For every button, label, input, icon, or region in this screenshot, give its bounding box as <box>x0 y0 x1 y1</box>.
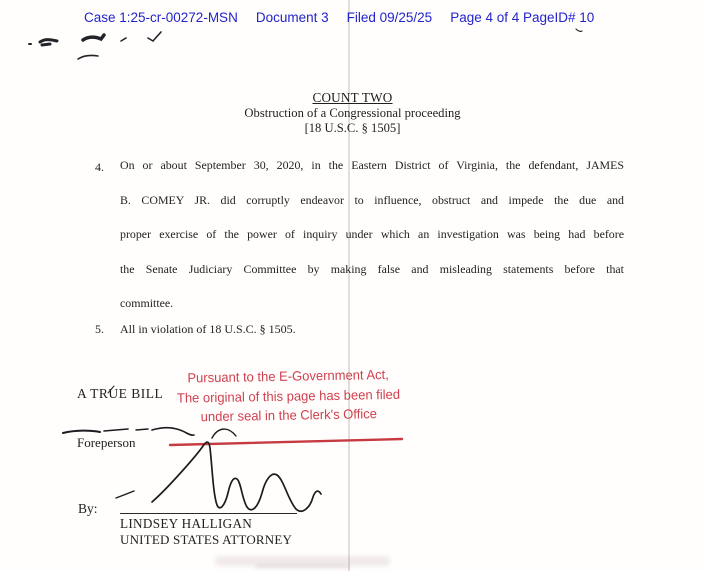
case-number: Case 1:25-cr-00272-MSN <box>84 10 238 25</box>
foreperson-label: Foreperson <box>77 435 136 450</box>
paragraph-4-line: the Senate Judiciary Committee by making false and misleading statements before that <box>120 261 624 276</box>
signature-line <box>120 513 297 514</box>
by-label: By: <box>78 501 98 516</box>
paragraph-4-line: proper exercise of the power of inquiry under which an investigation was being had before <box>120 227 624 241</box>
stamp-line: Pursuant to the E-Government Act, <box>187 366 389 386</box>
paragraph-4-line: committee. <box>120 296 174 310</box>
paragraph-4-line: On or about September 30, 2020, in the Eastern District of Virginia, the defendant, JAMES <box>120 158 624 172</box>
signature-scrawl <box>116 442 321 511</box>
paragraph-4-line: B. COMEY JR. did corruptly endeavor to influence, obstruct and impede the due and <box>120 192 624 207</box>
paragraph-5: All in violation of 18 U.S.C. § 1505. <box>120 322 296 336</box>
page-info: Page 4 of 4 PageID# 10 <box>450 10 595 25</box>
attorney-name: LINDSEY HALLIGAN <box>120 516 253 531</box>
count-subtitle: Obstruction of a Congressional proceeding <box>244 105 461 120</box>
stamp-line: The original of this page has been filed <box>176 386 401 406</box>
count-title: COUNT TWO <box>312 90 393 105</box>
count-statute: [18 U.S.C. § 1505] <box>304 121 401 135</box>
paragraph-5-number: 5. <box>95 322 104 336</box>
paragraph-4-number: 4. <box>95 160 104 174</box>
attorney-title: UNITED STATES ATTORNEY <box>120 532 293 547</box>
filed-date: Filed 09/25/25 <box>346 10 433 25</box>
true-bill-label: A TRUE BILL <box>77 386 164 401</box>
document-number: Document 3 <box>255 10 329 25</box>
scratched-signature-line <box>63 428 236 438</box>
scan-smudge <box>255 564 350 569</box>
stamp-line: under seal in the Clerk's Office <box>200 406 378 425</box>
